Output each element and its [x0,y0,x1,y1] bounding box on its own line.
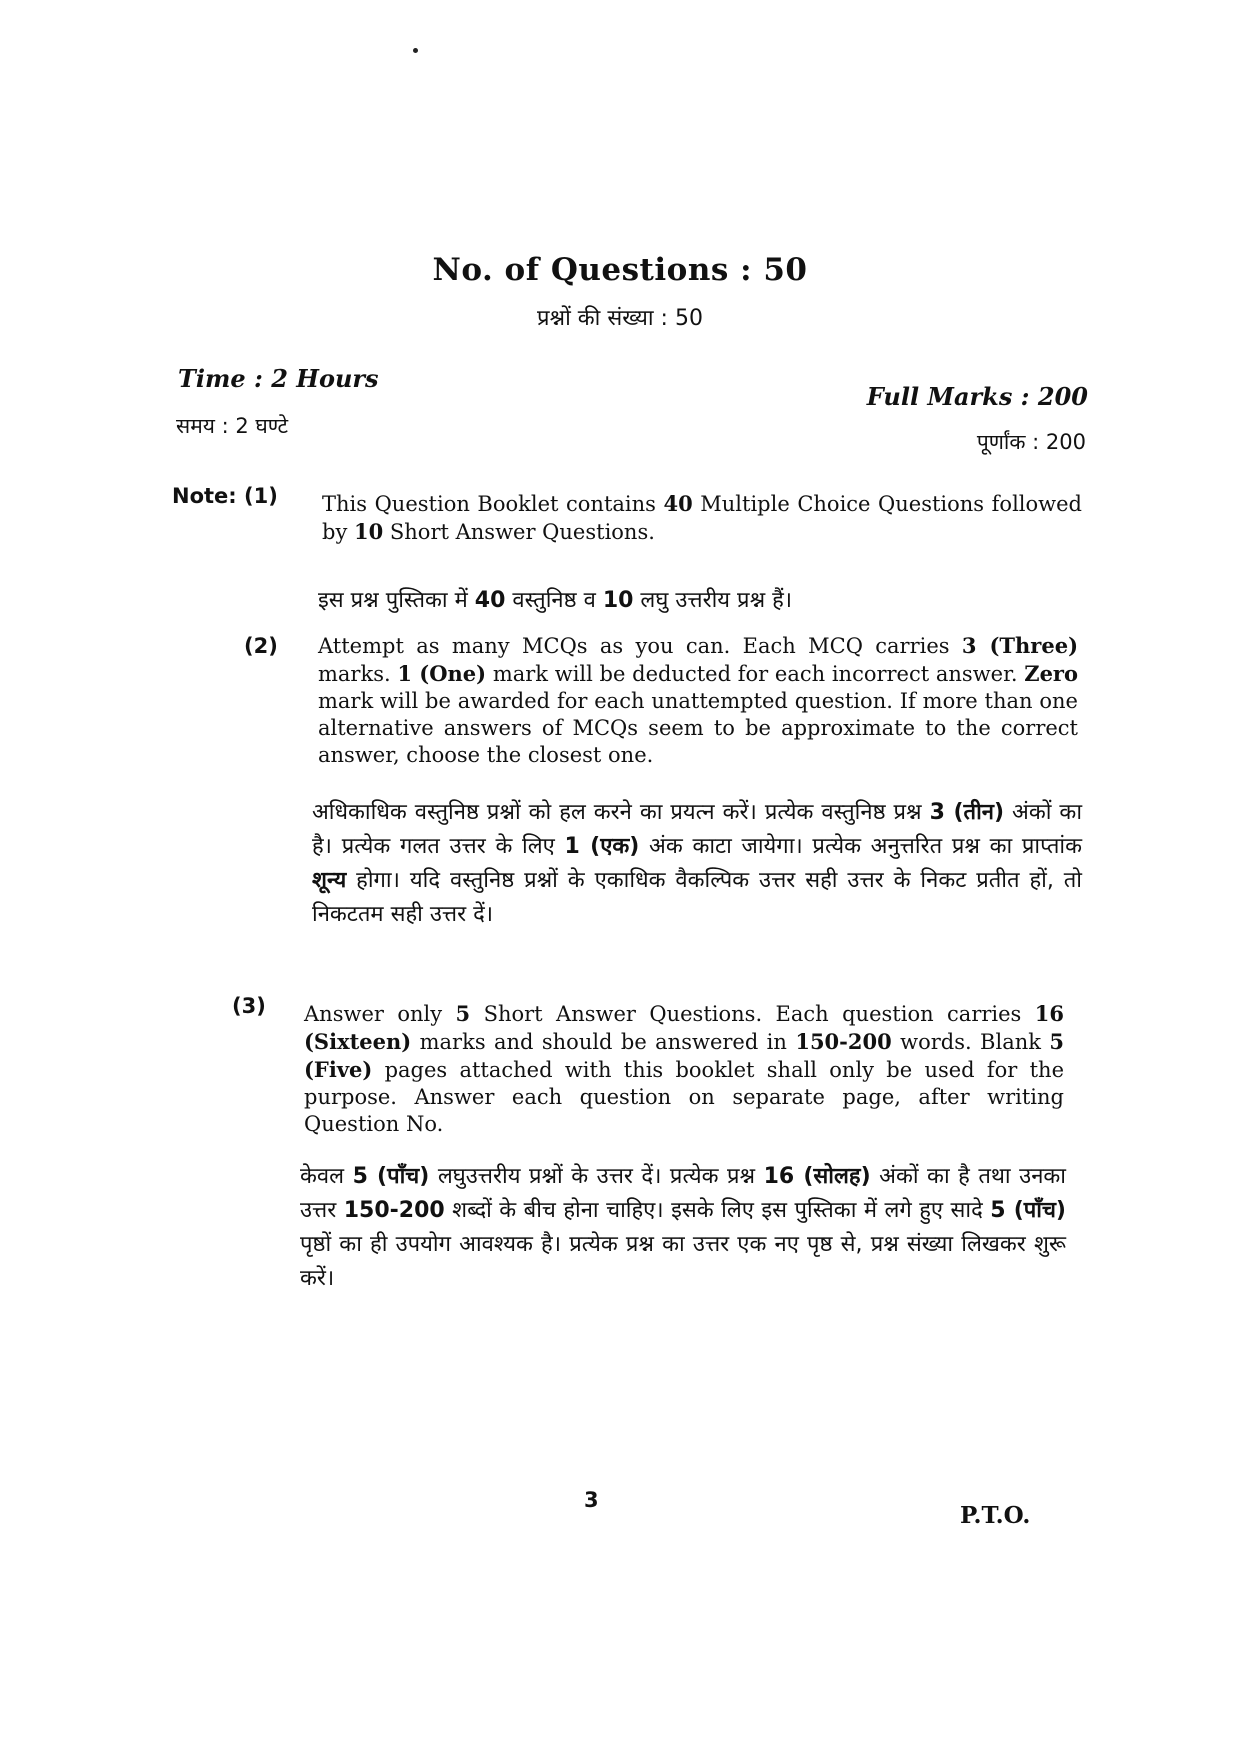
note-3-hindi: केवल 5 (पाँच) लघुउत्तरीय प्रश्नों के उत्तर दें। प्रत्येक प्रश्न 16 (सोलह) अंकों का है तथा उनका उत्तर 150-200 शब्दों के बीच होना चाहिए। इसके लिए इस पुस्तिका में लगे हुए सादे 5 (पाँच) पृष्ठों का ही उपयोग आवश्यक है। प्रत्येक प्रश्न का उत्तर एक नए पृष्ठ से, प्रश्न संख्या लिखकर शुरू करें। [300,1164,1066,1291]
page-title: No. of Questions : 50 [432,252,808,288]
time-label: Time : 2 Hours [178,364,379,393]
note-2-hindi: अधिकाधिक वस्तुनिष्ठ प्रश्नों को हल करने का प्रयत्न करें। प्रत्येक वस्तुनिष्ठ प्रश्न 3 (तीन) अंकों का है। प्रत्येक गलत उत्तर के लिए 1 (एक) अंक काटा जायेगा। प्रत्येक अनुत्तरित प्रश्न का प्राप्तांक शून्य होगा। यदि वस्तुनिष्ठ प्रश्नों के एकाधिक वैकल्पिक उत्तर सही उत्तर के निकट प्रतीत हों, तो निकटतम सही उत्तर दें। [312,800,1083,927]
note-3-english: Answer only 5 Short Answer Questions. Each question carries 16 (Sixteen) marks and should be answered in 150-200 words. Blank 5 (Five) pages attached with this booklet shall only be used for the purpose. Answer each question on separate page, after writing Question No. [304,1001,1064,1136]
full-marks-label-hindi: पूर्णांक : 200 [976,430,1086,454]
please-turn-over: P.T.O. [960,1502,1031,1529]
note-2-english: Attempt as many MCQs as you can. Each MCQ carries 3 (Three) marks. 1 (One) mark will be deducted for each incorrect answer. Zero mark will be awarded for each unattempted question. If more than one alternative answers of MCQs seem to be approximate to the correct answer, choose the closest one. [318,633,1079,767]
note-2-number: (2) [244,634,278,658]
full-marks-label: Full Marks : 200 [866,382,1088,411]
note-1-english: This Question Booklet contains 40 Multiple Choice Questions followed by 10 Short Answer Questions. [322,491,1082,544]
time-label-hindi: समय : 2 घण्टे [176,414,289,438]
note-1-hindi: इस प्रश्न पुस्तिका में 40 वस्तुनिष्ठ व 10 लघु उत्तरीय प्रश्न हैं। [318,588,793,613]
note-3-number: (3) [232,994,266,1018]
note-label: Note: (1) [172,484,278,508]
scan-speck [413,48,418,53]
page-number: 3 [584,1488,599,1512]
page-title-hindi: प्रश्नों की संख्या : 50 [537,306,703,331]
